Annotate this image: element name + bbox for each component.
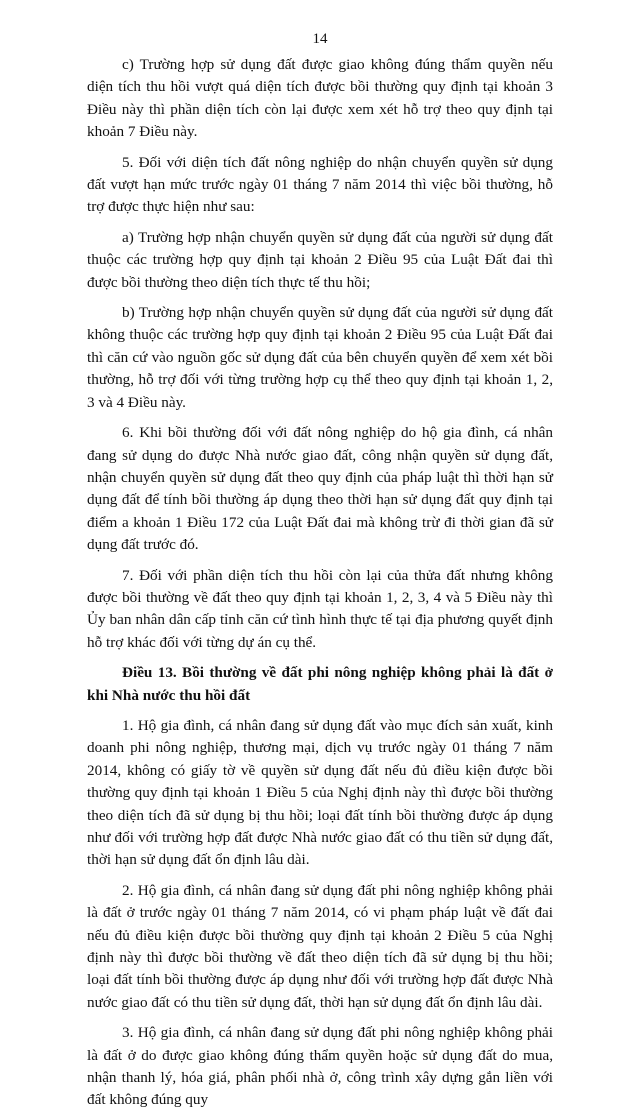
body-text — [87, 54, 553, 1120]
paragraph-7: 7. Đối với phần diện tích thu hồi còn lại của thửa đất nhưng không được bồi thường về đất theo quy định tại khoản 1, 2, 3, 4 và 5 Điều này thì Ủy ban nhân dân cấp tỉnh căn cứ tình hình thực tế tại địa phương quyết định hỗ trợ khác đối với từng dự án cụ thể. — [87, 566, 553, 651]
article-13-paragraph-3: 3. Hộ gia đình, cá nhân đang sử dụng đất phi nông nghiệp không phải là đất ở do được giao không đúng thẩm quyền hoặc sử dụng đất do mua, nhận thanh lý, hóa giá, phân phối nhà ở, công trình xây dựng gắn liền với đất không đúng quy — [87, 1024, 553, 1109]
page-number: 14 — [312, 31, 328, 47]
paragraph-5b: b) Trường hợp nhận chuyển quyền sử dụng đất của người sử dụng đất không thuộc các trường hợp quy định tại khoản 2 Điều 95 của Luật Đất đai thì căn cứ vào nguồn gốc sử dụng đất của bên chuyển quyền để xem xét bồi thường, hỗ trợ đối với từng trường hợp cụ thể theo quy định tại khoản 1, 2, 3 và 4 Điều này. — [87, 304, 553, 411]
article-13-heading: Điều 13. Bồi thường về đất phi nông nghiệp không phải là đất ở khi Nhà nước thu hồi đất — [87, 664, 553, 704]
article-13-paragraph-1: 1. Hộ gia đình, cá nhân đang sử dụng đất vào mục đích sản xuất, kinh doanh phi nông nghiệp, thương mại, dịch vụ trước ngày 01 tháng 7 năm 2014, không có giấy tờ về quyền sử dụng đất nếu đủ điều kiện được bồi thường quy định tại khoản 1 Điều 5 của Nghị định này thì được bồi thường theo diện tích đã sử dụng bị thu hồi; loại đất tính bồi thường được áp dụng như đối với trường hợp đất được Nhà nước giao đất có thu tiền sử dụng đất, thời hạn sử dụng đất ổn định lâu dài. — [87, 716, 553, 869]
paragraph-6: 6. Khi bồi thường đối với đất nông nghiệp do hộ gia đình, cá nhân đang sử dụng do được Nhà nước giao đất, công nhận quyền sử dụng đất, nhận chuyển quyền sử dụng đất theo quy định của pháp luật thì thời hạn sử dụng đất để tính bồi thường áp dụng theo thời hạn sử dụng đất quy định tại điểm a khoản 1 Điều 172 của Luật Đất đai mà không trừ đi thời gian đã sử dụng đất trước đó. — [87, 424, 553, 554]
article-13-paragraph-2: 2. Hộ gia đình, cá nhân đang sử dụng đất phi nông nghiệp không phải là đất ở trước ngày 01 tháng 7 năm 2014, có vi phạm pháp luật về đất đai nếu đủ điều kiện được bồi thường quy định tại khoản 2 Điều 5 của Nghị định này thì được bồi thường về đất theo diện tích đã sử dụng bị thu hồi; loại đất tính bồi thường được áp dụng như đối với trường hợp đất được Nhà nước giao đất có thu tiền sử dụng đất, thời hạn sử dụng đất ổn định lâu dài. — [87, 881, 553, 1011]
paragraph-4c: c) Trường hợp sử dụng đất được giao không đúng thẩm quyền nếu diện tích thu hồi vượt quá diện tích được bồi thường quy định tại khoản 3 Điều này thì phần diện tích còn lại được xem xét hỗ trợ theo quy định tại khoản 7 Điều này. — [87, 56, 553, 141]
paragraph-5: 5. Đối với diện tích đất nông nghiệp do nhận chuyển quyền sử dụng đất vượt hạn mức trước ngày 01 tháng 7 năm 2014 thì việc bồi thường, hỗ trợ được thực hiện như sau: — [87, 153, 553, 216]
paragraph-5a: a) Trường hợp nhận chuyển quyền sử dụng đất của người sử dụng đất thuộc các trường hợp quy định tại khoản 2 Điều 95 của Luật Đất đai thì được bồi thường theo diện tích thực tế thu hồi; — [87, 228, 553, 291]
